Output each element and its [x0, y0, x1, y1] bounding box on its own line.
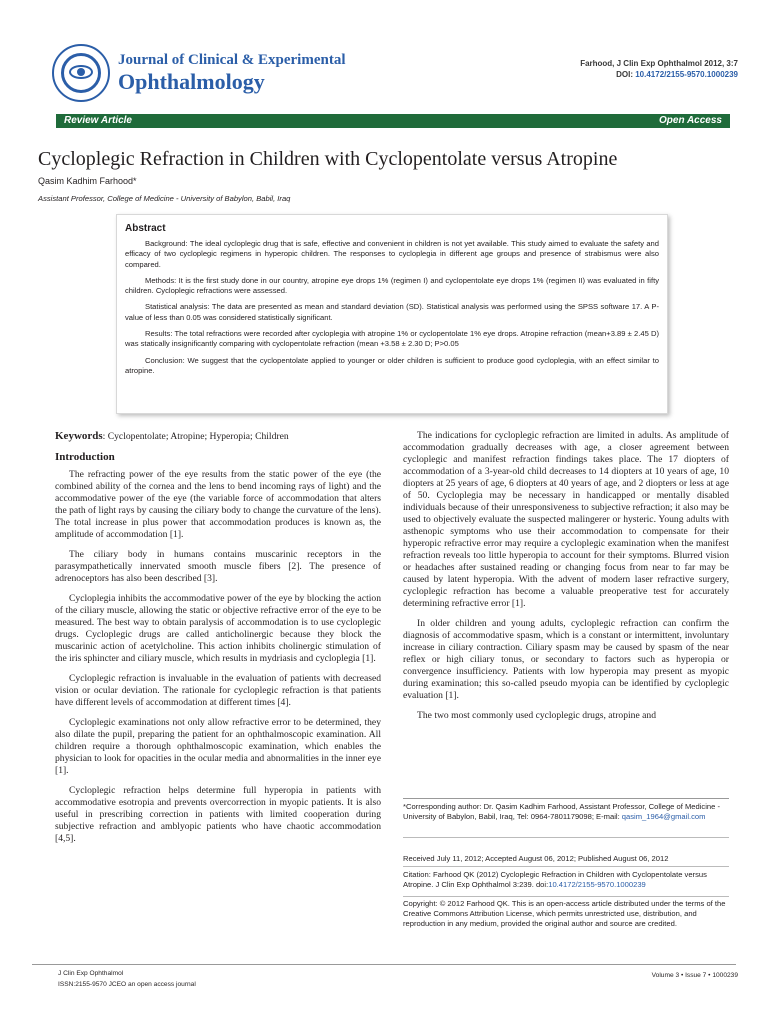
header-citation [580, 58, 738, 80]
intro-paragraph: Cycloplegic examinations not only allow refractive error to be determined, they also dilate the pupil, preparing the patient for an ophthalmoscopic examination. All children require a thorough ophthalmoscopic examination, which enables the physician to look for opacities in the ocular media and abnormalities in the inner eye [1]. [55, 717, 381, 776]
header-doi [580, 69, 738, 80]
footnote-separator [403, 896, 729, 897]
footer-volume-issue: Volume 3 • Issue 7 • 1000239 [651, 972, 738, 979]
abstract-heading: Abstract [125, 223, 166, 234]
article-type-bar [56, 114, 730, 128]
citation-doi-link[interactable]: 10.4172/2155-9570.1000239 [548, 880, 646, 889]
right-column [403, 430, 729, 730]
copyright-notice: Copyright: © 2012 Farhood QK. This is an open-access article distributed under the terms of the Creative Commons Attribution License, which permits unrestricted use, distribution, and reproduction in any medium, provided the original author and source are credited. [403, 899, 726, 928]
keywords [55, 430, 381, 443]
abstract-methods: Methods: It is the first study done in our country, atropine eye drops 1% (regimen I) and cyclopentolate eye drops 1% (regimen II) was evaluated in fifty children. Cycloplegic refractions were assessed. [125, 275, 659, 296]
header-doi-link[interactable]: 10.4172/2155-9570.1000239 [635, 70, 738, 79]
keywords-list: : Cyclopentolate; Atropine; Hyperopia; Children [102, 431, 289, 442]
footer-journal-name: J Clin Exp Ophthalmol [58, 970, 124, 977]
abstract-statistics: Statistical analysis: The data are presented as mean and standard deviation (SD). Statistical analysis was performed using the SPSS software 17. A P-value of less than 0.05 was considered statistically significant. [125, 302, 659, 322]
footer-journal [58, 968, 196, 990]
footnote-divider [403, 798, 729, 799]
corresponding-author [403, 802, 729, 822]
open-access-label: Open Access [659, 115, 722, 126]
article-type-label: Review Article [64, 115, 132, 126]
author-affiliation: Assistant Professor, College of Medicine - University of Babylon, Babil, Iraq [38, 194, 291, 203]
corresponding-author-text: *Corresponding author: Dr. Qasim Kadhim Farhood, Assistant Professor, College of Medicine - University of Babylon, Babil, Iraq, Tel: 0964-7801179098; E-mail: [403, 802, 720, 821]
abstract-results: Results: The total refractions were recorded after cycloplegia with atropine 1% or cyclopentolate 1% eye drops. Atropine refraction (mean+3.89 ± 2.45 D) was statically insignificantly comparing with cyclopentolate refraction (mean +3.58 ± 2.30 D; P>0.05 [125, 329, 659, 349]
intro-paragraph: Cycloplegic refraction helps determine full hyperopia in patients with accommodative esotropia and prevents overcorrection in myopic patients. It is also useful in prescribing correction in patients with limited cooperation during subjective refraction and amblyopic patients who have chaotic accommodation [4,5]. [55, 785, 381, 844]
keywords-label: Keywords [55, 430, 103, 442]
footnote-separator [403, 866, 729, 867]
left-column [55, 430, 381, 853]
journal-name-line1: Journal of Clinical & Experimental [118, 52, 346, 68]
introduction-heading: Introduction [55, 451, 115, 463]
abstract-conclusion: Conclusion: We suggest that the cyclopentolate applied to younger or older children is sufficient to produce good cycloplegia, with an effect similar to atropine. [125, 355, 659, 375]
body-paragraph: The two most commonly used cycloplegic drugs, atropine and [417, 710, 656, 721]
intro-paragraph: Cycloplegia inhibits the accommodative power of the eye by blocking the action of the ciliary muscle, allowing the static or objective refractive error of the eye to be measured. The best way to obtain paralysis of accommodation is to use cycloplegic drugs. Cycloplegic drugs are called anticholinergic because they block the muscarinic action of acetylcholine. This action inhibits cholinergic stimulation of the iris sphincter and ciliary muscle, which results in mydriasis and cycloplegia [1]. [55, 593, 381, 664]
intro-paragraph: The refracting power of the eye results from the static power of the eye (the combined ability of the cornea and the lens to bend incoming rays of light) and the accommodative power of the eye (the variable force of accommodation that alters the path of light rays by causing the ciliary body to change the curvature of the lens). The total increase in plus power that accommodation produces is known as, the amplitude of accommodation [1]. [55, 469, 381, 540]
article-citation-text: Citation: Farhood QK (2012) Cycloplegic Refraction in Children with Cyclopentolate versus Atropine. J Clin Exp Ophthalmol 3:239. doi: [403, 870, 707, 889]
intro-paragraph: The ciliary body in humans contains muscarinic receptors in the parasympathetically innervated smooth muscle fibers [2]. The presence of adrenoceptors has also been described [3]. [55, 549, 381, 584]
article-dates: Received July 11, 2012; Accepted August 06, 2012; Published August 06, 2012 [403, 854, 669, 863]
journal-name-line2: Ophthalmology [118, 69, 265, 94]
journal-logo [52, 44, 110, 102]
article-title: Cycloplegic Refraction in Children with Cyclopentolate versus Atropine [38, 148, 618, 170]
pupil-icon [77, 68, 85, 76]
header-doi-label: DOI: [616, 70, 636, 79]
intro-paragraph: Cycloplegic refraction is invaluable in the evaluation of patients with decreased vision or ocular deviation. The rationale for cycloplegic refraction is that patients have different levels of accommodation at different times [4]. [55, 673, 381, 708]
footer-issn: ISSN:2155-9570 JCEO an open access journal [58, 981, 196, 988]
body-paragraph: In older children and young adults, cycloplegic refraction can confirm the diagnosis of accommodative spasm, which is a constant or intermittent, involuntary increase in ciliary contraction. Ciliary spasm may be caused by spasm of the near reflex or high ciliary tonus, or secondary to factors such as hyperopia or convergence insufficiency. Patients with low hyperopia may present as myopic during examination; this so-called pseudo myopia can be identified by cycloplegic evaluation [1]. [403, 618, 729, 701]
article-citation [403, 870, 729, 890]
author-email-link[interactable]: qasim_1964@gmail.com [621, 812, 706, 821]
body-paragraph: The indications for cycloplegic refraction are limited in adults. As amplitude of accommodation gradually decreases with age, a closer agreement between cycloplegic and manifest refraction findings takes place. The 17 diopters of accommodation of a 3-year-old child decreases to 14 diopters at 10 years of age, 10 diopters at 25 years of age, 6 diopters at 40 years of age, and 2 diopters or less at age of 50. Cycloplegia may be necessary in handicapped or mentally disabled individuals because of their unresponsiveness to subjective refraction; it also may be used to objectively evaluate the suspected malingerer or hysteric. Young adults with asthenopic symptoms who use their accommodation to compensate for their hyperopic refractive error may require a cycloplegic examination when the manifest refraction reveals too little hyperopia to account for their symptoms. Blurred vision or headaches after sustained reading or changing focus from near to far may be caused by latent hyperopia. With the advent of modern laser refractive surgery, cycloplegic refraction has become a valuable preoperative test for accurately determining refractive error [1]. [403, 430, 729, 609]
header-citation-text: Farhood, J Clin Exp Ophthalmol 2012, 3:7 [580, 59, 738, 68]
article-author: Qasim Kadhim Farhood* [38, 176, 137, 186]
abstract-background: Background: The ideal cycloplegic drug that is safe, effective and convenient in children is not yet available. This study aimed to evaluate the safety and efficacy of two cycloplegic regimens in hyperopic children. The responses to cycloplegia in different age groups and presence of strabismus were also compared. [125, 239, 659, 269]
abstract-box [116, 214, 668, 414]
footnote-separator [403, 837, 729, 838]
footer-divider [32, 964, 736, 965]
